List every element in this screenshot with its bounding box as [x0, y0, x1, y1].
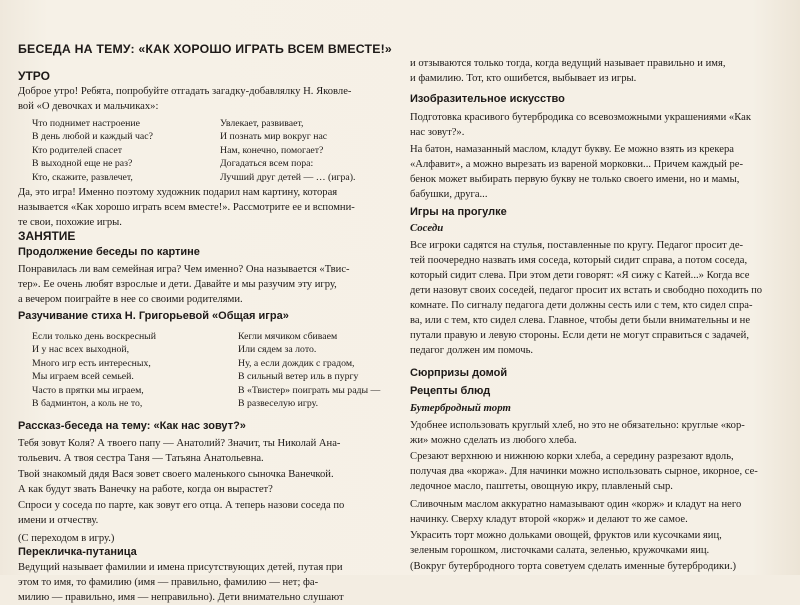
text-line: педагог должен им помочь.	[410, 345, 534, 356]
poem-left	[32, 330, 156, 410]
story-text	[18, 436, 340, 466]
walk-text	[410, 238, 762, 358]
text-line: и фамилию. Тот, кто ошибется, выбывает из игры.	[410, 73, 637, 84]
morning-heading: УТРО	[18, 69, 50, 83]
text-line: Сливочным маслом аккуратно намазывают один «корж» и кладут на него	[410, 499, 742, 510]
vasya-text	[18, 467, 334, 497]
verse-line: И у нас всех выходной,	[32, 344, 130, 356]
poem-heading: Разучивание стиха Н. Григорьевой «Общая игра»	[18, 310, 289, 322]
verse-line: Кто родителей спасет	[32, 144, 122, 156]
text-line: комнате. По сигналу педагога дети должны сесть или с тем, кто сидел спра-	[410, 300, 753, 311]
cake-closing: (Вокруг бутербродного торта советуем сделать именные бутербродики.)	[410, 561, 736, 572]
text-line: милию — правильно, имя — неправильно). Дети внимательно слушают	[18, 592, 344, 603]
text-line: а вечером поиграйте в нее со своими родителями.	[18, 294, 243, 305]
text-line: А как будут звать Ванечку на работе, когда он вырастет?	[18, 484, 273, 495]
text-line: Твой знакомый дядя Вася зовет своего маленького сыночка Ванечкой.	[18, 469, 334, 480]
verse-line: Ну, а если дождик с градом,	[238, 357, 355, 369]
riddle-right	[220, 117, 355, 184]
morning-intro	[18, 84, 351, 114]
verse-line: В «Твистер» поиграть мы рады —	[238, 384, 381, 396]
text-line: зеленым горошком, листочками салата, зеленью, кружочками яиц.	[410, 545, 710, 556]
text-line: тей поочередно назвать имя соседа, который сидит справа, а потом соседа,	[410, 255, 748, 266]
text-line: Срезают верхнюю и нижнюю корки хлеба, а середину разрезают вдоль,	[410, 451, 734, 462]
verse-line: В сильный ветер иль в пургу	[238, 371, 359, 383]
text-line: Ведущий называет фамилии и имена присутствующих детей, путая при	[18, 562, 343, 573]
text-line: Все игроки садятся на стулья, поставленные по кругу. Педагог просит де-	[410, 240, 744, 251]
verse-line: В день любой и каждый час?	[32, 131, 153, 143]
continuation-heading: Продолжение беседы по картине	[18, 246, 200, 258]
text-line: На батон, намазанный маслом, кладут букву. Ее можно взять из крекера	[410, 144, 734, 155]
cake-text-1	[410, 418, 745, 448]
art-heading: Изобразительное искусство	[410, 93, 565, 105]
text-line: дети назовут своих соседей, педагог просит их встать и свободно походить по	[410, 285, 763, 296]
art-text-1	[410, 110, 751, 140]
text-line: ва, или с тем, кто сидел слева. Главное, чтобы дети были внимательны и не	[410, 315, 751, 326]
verse-line: Лучший друг детей — … (игра).	[220, 171, 356, 183]
cake-text-4	[410, 528, 722, 558]
text-line: получая два «коржа». Для начинки можно использовать сырное, икорное, се-	[410, 466, 758, 477]
cake-text-3	[410, 497, 741, 527]
text-line: который сидит слева. При этом дети говорят: «Я сижу с Катей...» Когда все	[410, 270, 750, 281]
text-line: те свои, похожие игры.	[18, 217, 122, 228]
text-line: называется «Как хорошо играть всем вместе!». Рассмотрите ее и вспомни-	[18, 202, 355, 213]
text-line: «Алфавит», а можно вырезать из вареной морковки... Причем каждый ре-	[410, 159, 744, 170]
text-line: тер». Ее очень любят взрослые и дети. Давайте и мы разучим эту игру,	[18, 279, 337, 290]
main-heading: БЕСЕДА НА ТЕМУ: «КАК ХОРОШО ИГРАТЬ ВСЕМ ВМЕСТЕ!»	[18, 42, 392, 56]
text-line: Тебя зовут Коля? А твоего папу — Анатолий? Значит, ты Николай Ана-	[18, 438, 341, 449]
cake-title: Бутербродный торт	[410, 402, 511, 414]
text-line: Удобнее использовать круглый хлеб, но это не обязательно: круглые «кор-	[410, 420, 745, 431]
verse-line: Кто, скажите, развлечет,	[32, 171, 133, 183]
poem-right	[238, 330, 380, 410]
verse-line: Если только день воскресный	[32, 331, 157, 342]
verse-line: Часто в прятки мы играем,	[32, 384, 144, 396]
verse-line: И познать мир вокруг нас	[220, 131, 328, 143]
verse-line: Или сядем за лото.	[238, 344, 317, 356]
text-line: имени и отчеству.	[18, 515, 99, 526]
verse-line: Нам, конечно, помогает?	[220, 144, 324, 156]
lesson-heading: ЗАНЯТИЕ	[18, 229, 76, 243]
confusion-heading: Перекличка-путаница	[18, 546, 137, 558]
verse-line: В бадминтон, а коль не то,	[32, 398, 143, 410]
recipes-heading: Рецепты блюд	[410, 385, 491, 397]
neighbor-text	[18, 498, 344, 528]
verse-line: Увлекает, развивает,	[220, 118, 304, 129]
confusion-text	[18, 560, 344, 605]
verse-line: Мы играем всей семьей.	[32, 371, 134, 383]
riddle-left	[32, 117, 153, 184]
verse-line: В выходной еще не раз?	[32, 158, 133, 170]
text-line: ледочное масло, паштеты, овощную икру, плавленый сыр.	[410, 481, 673, 492]
text-line: Да, это игра! Именно поэтому художник подарил нам картину, которая	[18, 187, 338, 198]
verse-line: Что поднимет настроение	[32, 118, 140, 129]
text-line: и отзываются только тогда, когда ведущий называет правильно и имя,	[410, 58, 726, 69]
verse-line: Кегли мячиком сбиваем	[238, 331, 338, 342]
continuation-text	[18, 262, 350, 307]
text-line: Подготовка красивого бутербродика со всевозможными украшениями «Как	[410, 112, 752, 123]
morning-after	[18, 185, 355, 230]
text-line: начинку. Сверху кладут второй «корж» и делают то же самое.	[410, 514, 688, 525]
text-line: Понравилась ли вам семейная игра? Чем именно? Она называется «Твис-	[18, 264, 350, 275]
walk-heading: Игры на прогулке	[410, 206, 507, 218]
transition-text: (С переходом в игру.)	[18, 533, 115, 544]
text-line: тольевич. А твоя сестра Таня — Татьяна Анатольевна.	[18, 453, 264, 464]
text-line: Спроси у соседа по парте, как зовут его отца. А теперь назови соседа по	[18, 500, 345, 511]
cake-text-2	[410, 449, 758, 494]
story-heading: Рассказ-беседа на тему: «Как нас зовут?»	[18, 420, 246, 432]
continued-text	[410, 56, 725, 86]
text-line: этом то имя, то фамилию (имя — правильно, фамилию — нет; фа-	[18, 577, 319, 588]
text-line: Доброе утро! Ребята, попробуйте отгадать загадку-добавлялку Н. Яковле-	[18, 86, 352, 97]
art-text-2	[410, 142, 743, 202]
verse-line: В развеселую игру.	[238, 398, 319, 410]
verse-line: Догадаться всем пора:	[220, 158, 314, 170]
text-line: нас зовут?».	[410, 127, 465, 138]
text-line: путали правую и левую стороны. Если дети не могут справиться с задачей,	[410, 330, 749, 341]
home-heading: Сюрпризы домой	[410, 367, 508, 379]
text-line: бабушки, друга...	[410, 189, 488, 200]
text-line: бенок может выбирать первую букву не только своего имени, но и мамы,	[410, 174, 740, 185]
text-line: вой «О девочках и мальчиках»:	[18, 101, 159, 112]
text-line: жи» можно сделать из любого хлеба.	[410, 435, 577, 446]
verse-line: Много игр есть интересных,	[32, 357, 151, 369]
text-line: Украсить торт можно дольками овощей, фруктов или кусочками яиц,	[410, 530, 722, 541]
walk-game-title: Соседи	[410, 222, 444, 234]
